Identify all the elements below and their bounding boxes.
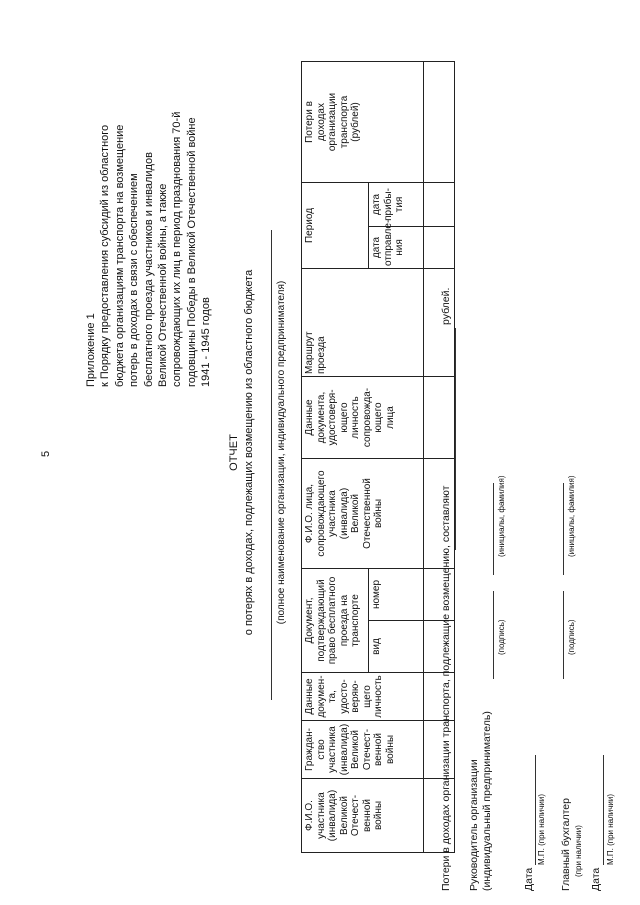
head-title: Руководитель организации (468, 759, 480, 891)
accountant-initials-line (563, 483, 564, 575)
appendix-header (84, 0, 214, 387)
losses-unit: рублей. (440, 287, 452, 325)
accountant-stamp-caption: М.П. (при наличии) (606, 794, 615, 865)
col-fio-veteran: Ф.И.О. участника (инвалида) Великой Отечест- венной войны (302, 779, 424, 853)
org-name-caption: (полное наименование организации, индивидуального предпринимателя) (276, 280, 287, 625)
report-subtitle: о потерях в доходах, подлежащих возмещению из областного бюджета (243, 269, 255, 636)
appendix-line: потерь в доходах в связи с обеспечением (128, 173, 141, 387)
col-period: Период (302, 182, 369, 268)
accountant-signature-line (563, 591, 564, 679)
report-table (301, 61, 455, 853)
head-title-sub: (индивидуальный предприниматель) (481, 711, 493, 891)
head-initials-caption: (инициалы, фамилия) (497, 475, 506, 557)
losses-label: Потери в доходах организации транспорта, подлежащие возмещению, составляют (440, 485, 452, 891)
head-signature-line (493, 591, 494, 679)
head-initials-line (493, 483, 494, 575)
col-id-document: Данные докумен- та, удосто- веряю- щего личность (302, 673, 424, 721)
col-route: Маршрут проезда (302, 269, 424, 377)
col-companion-id: Данные документа, удостоверя- ющего личность сопровожда- ющего лица (302, 377, 424, 459)
col-doc-type: вид (369, 621, 424, 673)
accountant-title-sub: (при наличии) (574, 825, 583, 877)
appendix-line: 1941 - 1945 годов (200, 297, 213, 387)
col-citizenship: Граждан- ство участника (инвалида) Великой Отечест- венной войны (302, 721, 424, 779)
appendix-line: годовщины Победы в Великой Отечественной войне (185, 117, 198, 387)
accountant-signature-caption: (подпись) (567, 619, 576, 655)
org-name-line (271, 230, 272, 700)
appendix-line: бюджета организациям транспорта на возмещение (113, 124, 126, 387)
appendix-line: сопровождающих их лиц в период празднования 70-й (171, 111, 184, 387)
page-number: 5 (40, 450, 52, 457)
appendix-line: бесплатного проезда участников и инвалидов (142, 152, 155, 387)
accountant-title: Главный бухгалтер (560, 798, 572, 891)
col-fio-companion: Ф.И.О. лица, сопровождающего участника (инвалида) Великой Отечественной войны (302, 459, 424, 569)
accountant-date-label: Дата (590, 867, 602, 891)
col-doc-number: номер (369, 569, 424, 621)
appendix-line: Приложение 1 (85, 313, 97, 387)
appendix-line: Великой Отечественной войны, а также (157, 183, 170, 387)
losses-amount-line (455, 328, 456, 550)
appendix-line: к Порядку предоставления субсидий из областного (99, 124, 112, 387)
head-date-label: Дата (523, 867, 535, 891)
col-free-travel-document: Документ, подтверждающий право бесплатного проезда на транспорте (302, 569, 369, 673)
col-departure-date: дата отправле- ния (369, 227, 424, 269)
accountant-initials-caption: (инициалы, фамилия) (567, 475, 576, 557)
head-date-line (535, 755, 536, 865)
col-losses: Потери в доходах организации транспорта (рублей) (302, 61, 424, 182)
head-signature-caption: (подпись) (497, 619, 506, 655)
accountant-date-line (603, 755, 604, 865)
head-stamp-caption: М.П. (при наличии) (537, 794, 546, 865)
report-title: ОТЧЕТ (228, 434, 240, 471)
col-arrival-date: дата прибы- тия (369, 182, 424, 226)
